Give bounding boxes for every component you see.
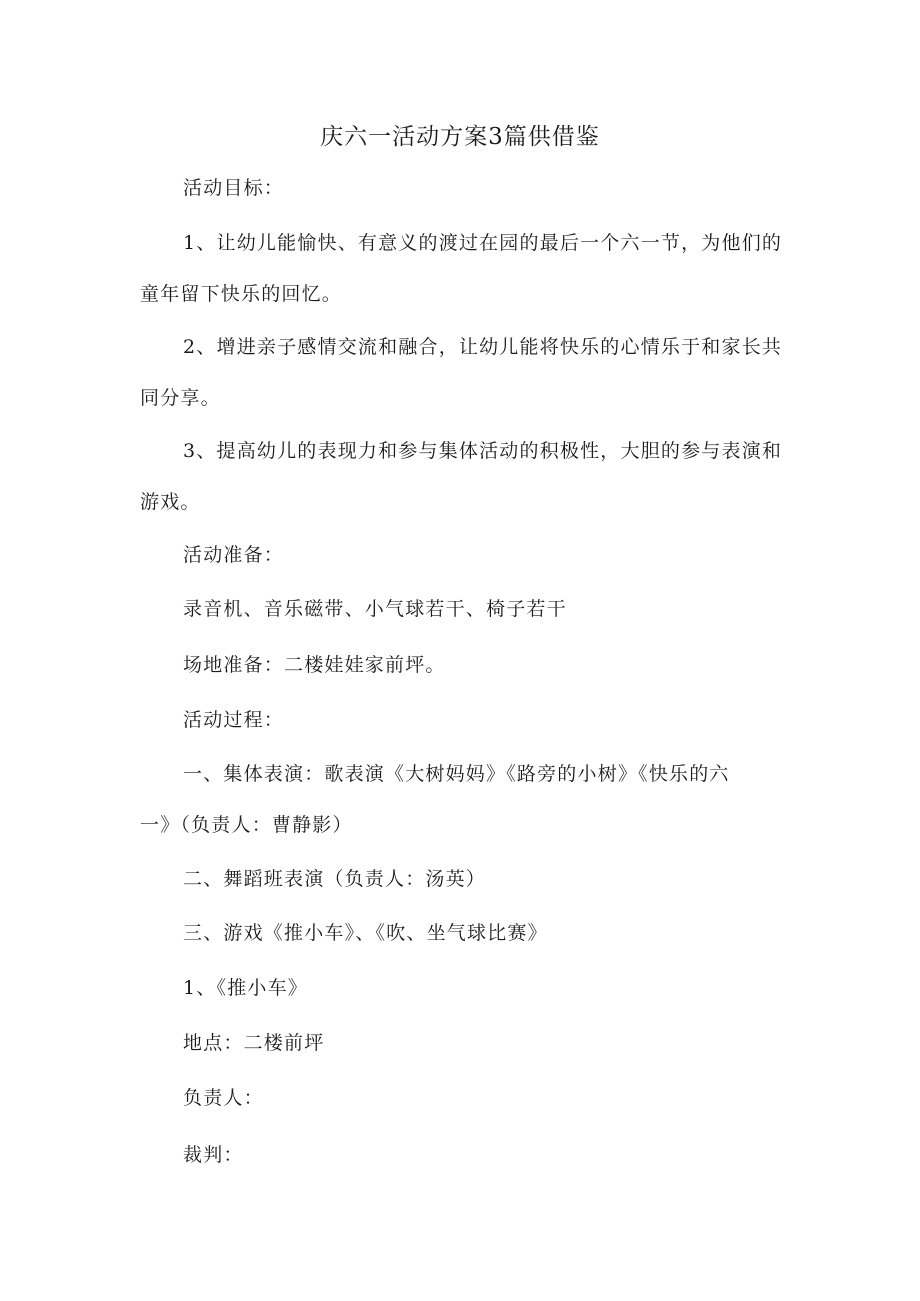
paragraph-game-1: 1、《推小车》 xyxy=(183,977,308,999)
paragraph-goal-3-line-1: 3、提高幼儿的表现力和参与集体活动的积极性，大胆的参与表演和 xyxy=(183,440,783,462)
paragraph-goal-1-line-1: 1、让幼儿能愉快、有意义的渡过在园的最后一个六一节，为他们的 xyxy=(183,232,783,254)
paragraph-step-3: 三、游戏《推小车》、《吹、坐气球比赛》 xyxy=(183,922,548,944)
paragraph-goal-1-line-2: 童年留下快乐的回忆。 xyxy=(140,283,343,305)
document-title: 庆六一活动方案3篇供借鉴 xyxy=(320,124,600,150)
section-heading-process: 活动过程： xyxy=(183,709,285,731)
paragraph-step-1-line-2: 一》（负责人：曹静影） xyxy=(140,814,353,836)
paragraph-person-in-charge: 负责人： xyxy=(183,1087,264,1109)
paragraph-location: 地点：二楼前坪 xyxy=(183,1032,325,1054)
paragraph-goal-3-line-2: 游戏。 xyxy=(140,491,201,513)
paragraph-referee: 裁判： xyxy=(183,1144,244,1166)
section-heading-preparation: 活动准备： xyxy=(183,544,285,566)
section-heading-goals: 活动目标： xyxy=(183,177,285,199)
paragraph-step-1-line-1: 一、集体表演：歌表演《大树妈妈》《路旁的小树》《快乐的六 xyxy=(183,763,730,785)
paragraph-materials: 录音机、音乐磁带、小气球若干、椅子若干 xyxy=(183,598,567,620)
paragraph-goal-2-line-1: 2、增进亲子感情交流和融合，让幼儿能将快乐的心情乐于和家长共 xyxy=(183,336,783,358)
paragraph-goal-2-line-2: 同分享。 xyxy=(140,387,221,409)
paragraph-step-2: 二、舞蹈班表演（负责人：汤英） xyxy=(183,868,487,890)
paragraph-venue: 场地准备：二楼娃娃家前坪。 xyxy=(183,654,446,676)
